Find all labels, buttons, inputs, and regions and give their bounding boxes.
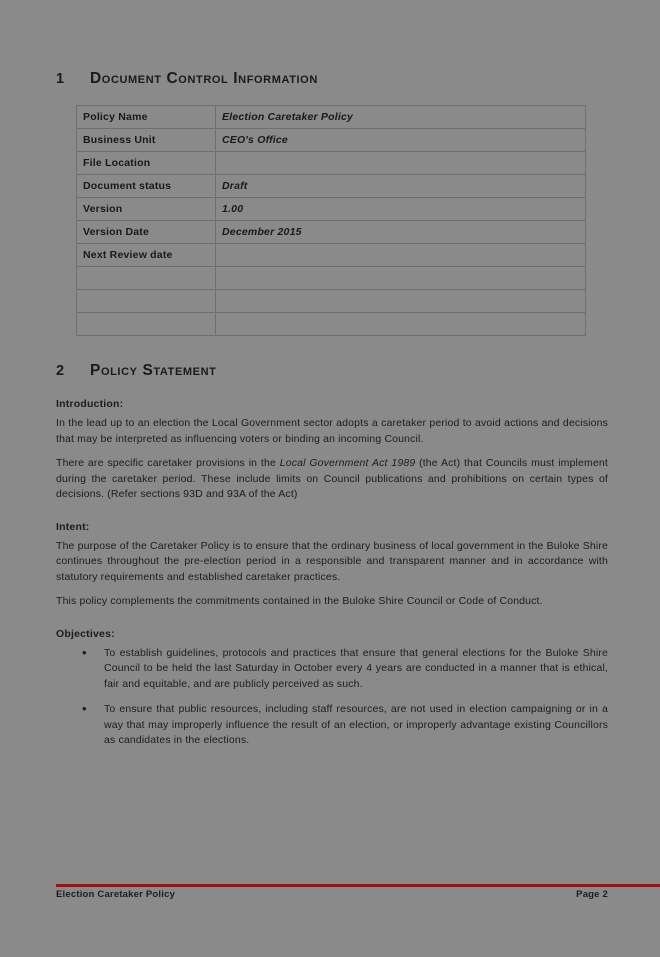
table-cell-key: Document status (77, 175, 216, 198)
table-cell-value: December 2015 (216, 221, 586, 244)
list-item: • To ensure that public resources, including staff resources, are not used in election campaigning or in a way that may improperly influence the result of an election, or improperly advantage existing Councillors as candidates in the elections. (82, 702, 608, 749)
table-cell-value: CEO's Office (216, 129, 586, 152)
table-cell-blank (77, 290, 216, 313)
table-cell-value: Draft (216, 175, 586, 198)
table-cell-key: Version (77, 198, 216, 221)
table-row-blank (77, 313, 586, 336)
page-footer (56, 889, 608, 900)
intro-para2-before: There are specific caretaker provisions in the (56, 457, 280, 469)
document-control-table (76, 105, 586, 336)
act-citation: Local Government Act 1989 (279, 457, 416, 469)
table-row (77, 106, 586, 129)
table-row (77, 152, 586, 175)
introduction-paragraph-2 (56, 456, 608, 503)
table-cell-blank (216, 267, 586, 290)
objectives-label: Objectives: (56, 627, 115, 640)
table-cell-value (216, 152, 586, 175)
intro-para2-after: (the Act) that Councils must implement during the caretaker period. These include limits on Council publications and prohibitions on certain types of decisions. (Refer sections 93D and 93A of the Act) (56, 457, 608, 500)
introduction-label: Introduction: (56, 398, 124, 410)
table-row (77, 129, 586, 152)
table-cell-value: 1.00 (216, 198, 586, 221)
table-row (77, 198, 586, 221)
table-cell-key: Policy Name (77, 106, 216, 129)
page-content (56, 56, 608, 759)
footer-page-number: Page 2 (576, 889, 608, 900)
table-cell-blank (216, 290, 586, 313)
table-cell-key: Version Date (77, 221, 216, 244)
section-heading-2 (56, 362, 608, 380)
objectives-list (56, 646, 608, 749)
table-cell-blank (77, 313, 216, 336)
table-cell-value (216, 244, 586, 267)
footer-document-title: Election Caretaker Policy (56, 889, 176, 900)
section-number-2: 2 (56, 363, 65, 379)
table-row (77, 244, 586, 267)
section-title-2: Policy Statement (90, 362, 217, 379)
table-row-blank (77, 267, 586, 290)
section-title-1: Document Control Information (90, 70, 318, 87)
introduction-paragraph-1: In the lead up to an election the Local Government sector adopts a caretaker period to avoid actions and decisions that may be interpreted as influencing voters or binding an incoming Council. (56, 417, 608, 445)
intent-paragraph-2: This policy complements the commitments contained in the Buloke Shire Council or Code of Conduct. (56, 595, 543, 607)
table-cell-key: File Location (77, 152, 216, 175)
table-row (77, 221, 586, 244)
table-cell-blank (216, 313, 586, 336)
section-number-1: 1 (56, 71, 65, 87)
table-cell-key: Next Review date (77, 244, 216, 267)
table-cell-blank (77, 267, 216, 290)
list-item: • To establish guidelines, protocols and practices that ensure that general elections for the Buloke Shire Council to be held the last Saturday in October every 4 years are conducted in a manner that is ethical, fair and equitable, and are publicly perceived as such. (82, 646, 608, 693)
table-row-blank (77, 290, 586, 313)
intent-label: Intent: (56, 520, 90, 533)
intent-paragraph-1: The purpose of the Caretaker Policy is to ensure that the ordinary business of local government in the Buloke Shire continues throughout the pre-election period in a responsible and transparent manner and in accordance with statutory requirements and established caretaker practices. (56, 539, 608, 583)
footer-divider (56, 884, 660, 887)
table-cell-key: Business Unit (77, 129, 216, 152)
table-cell-value: Election Caretaker Policy (216, 106, 586, 129)
section-heading-1 (56, 70, 608, 88)
table-row (77, 175, 586, 198)
